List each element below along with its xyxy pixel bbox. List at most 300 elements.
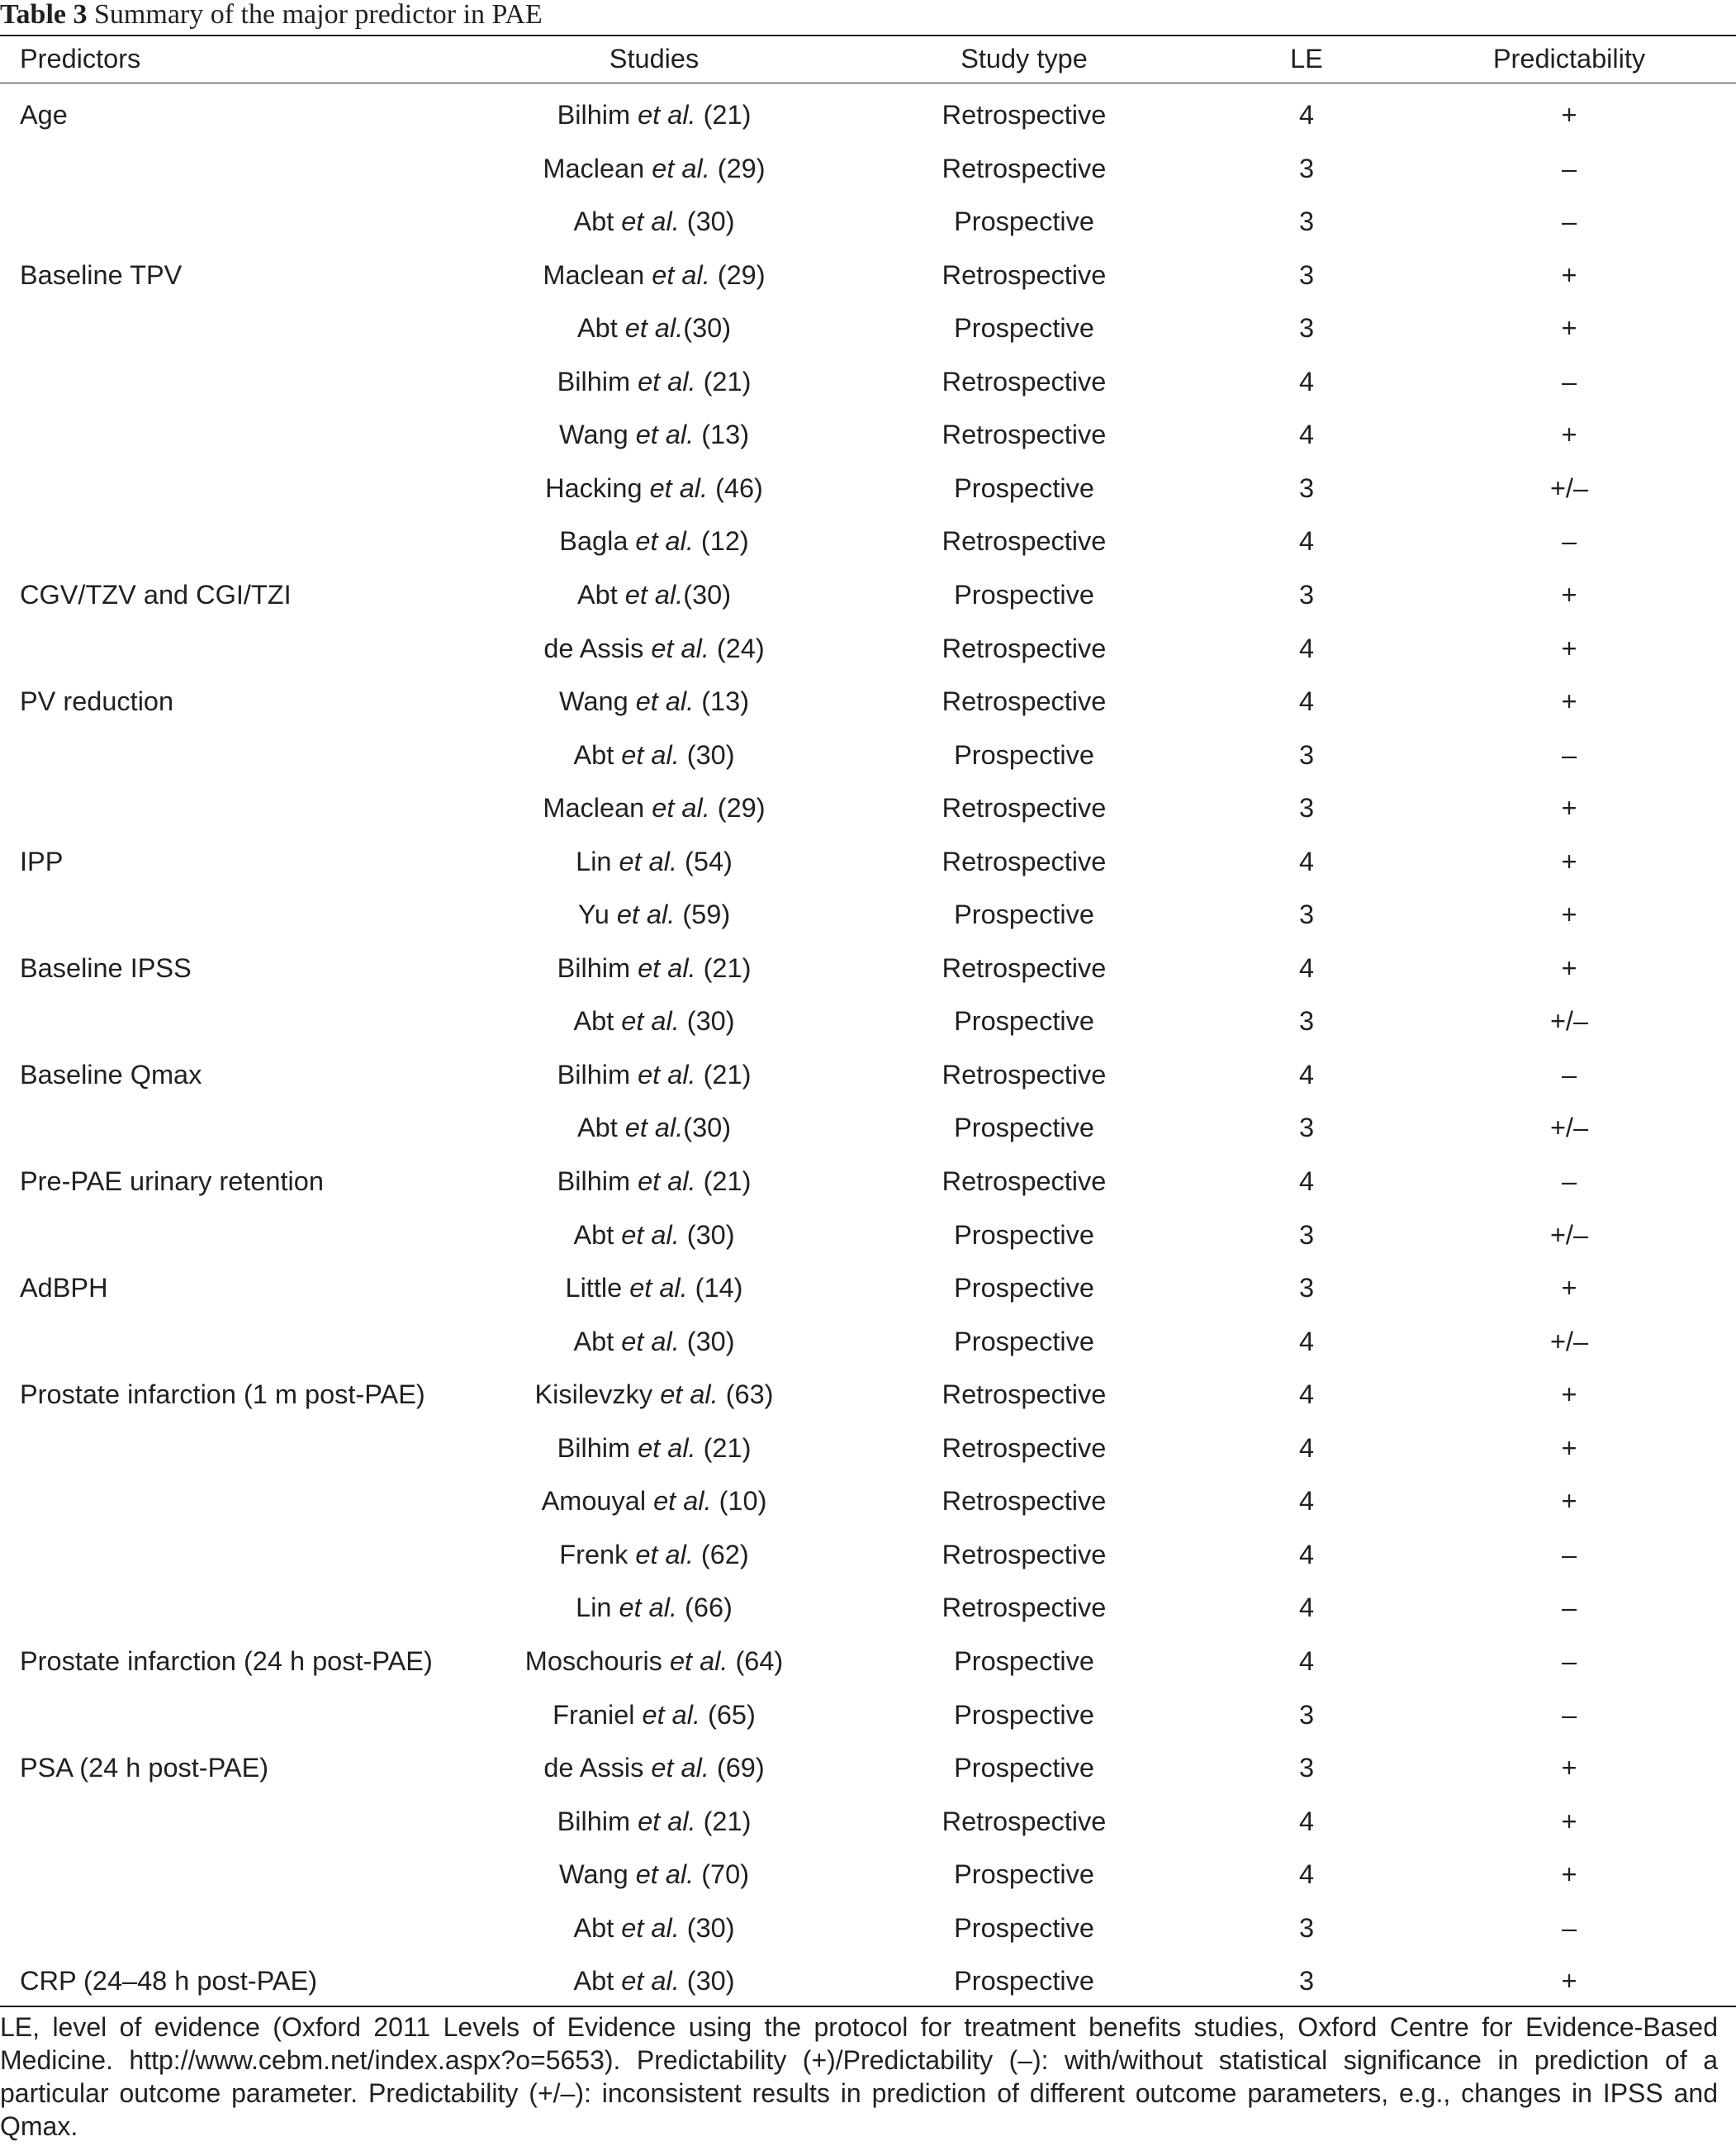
study-author: Maclean xyxy=(543,153,645,183)
study-etal: et al. xyxy=(638,952,696,983)
study-reference: (13) xyxy=(694,686,750,717)
study-etal: et al. xyxy=(652,259,710,290)
le-cell: 3 xyxy=(1298,1912,1315,1943)
study-cell xyxy=(489,729,819,782)
le-cell: 3 xyxy=(1298,1219,1315,1250)
table-row xyxy=(0,249,1736,302)
study-type-cell: Retrospective xyxy=(942,100,1107,130)
table-row xyxy=(0,729,1736,782)
le-cell: 3 xyxy=(1298,259,1315,290)
study-author: Bilhim xyxy=(557,1432,631,1463)
le-cell: 4 xyxy=(1298,420,1315,450)
study-cell xyxy=(489,408,819,462)
study-reference: (29) xyxy=(709,259,766,290)
predictability-cell: + xyxy=(1561,1273,1577,1303)
study-cell xyxy=(489,1954,819,2008)
study-author: Abt xyxy=(573,1219,614,1250)
header-studies: Studies xyxy=(609,44,700,74)
study-author: de Assis xyxy=(543,1753,644,1783)
study-cell xyxy=(489,1848,819,1901)
study-author: Bilhim xyxy=(557,1806,631,1836)
study-etal: et al. xyxy=(635,1539,694,1569)
study-author: de Assis xyxy=(543,633,644,663)
predictability-cell: + xyxy=(1561,1753,1577,1783)
predictor-cell: PSA (24 h post-PAE) xyxy=(20,1753,269,1783)
study-etal: et al. xyxy=(635,1859,695,1890)
predictability-cell: + xyxy=(1561,633,1577,663)
predictability-cell: + xyxy=(1561,100,1577,130)
le-cell: 3 xyxy=(1298,207,1315,237)
study-etal: et al. xyxy=(624,313,684,344)
study-type-cell: Retrospective xyxy=(942,366,1107,396)
predictability-cell: – xyxy=(1561,1059,1577,1090)
study-author: Bilhim xyxy=(557,1059,631,1090)
table-row xyxy=(0,1315,1736,1369)
le-cell: 3 xyxy=(1298,1113,1315,1143)
study-cell xyxy=(489,1635,819,1688)
study-type-cell: Prospective xyxy=(954,1273,1094,1303)
table-row xyxy=(0,1741,1736,1795)
study-etal: et al. xyxy=(651,1753,709,1783)
table-row xyxy=(0,781,1736,835)
study-reference: (21) xyxy=(695,952,752,983)
study-cell xyxy=(489,1048,819,1102)
table-row xyxy=(0,88,1736,142)
le-cell: 4 xyxy=(1298,686,1315,717)
study-cell xyxy=(489,462,819,515)
study-reference: (30) xyxy=(683,1113,732,1143)
predictor-cell: Age xyxy=(20,100,68,130)
study-type-cell: Retrospective xyxy=(942,633,1107,663)
study-type-cell: Retrospective xyxy=(942,420,1107,450)
study-reference: (62) xyxy=(693,1539,749,1569)
study-author: Lin xyxy=(576,846,612,876)
le-cell: 3 xyxy=(1298,1699,1315,1730)
predictability-cell: + xyxy=(1561,793,1577,824)
study-etal: et al. xyxy=(619,846,678,876)
table-row xyxy=(0,1474,1736,1528)
predictability-cell: + xyxy=(1561,579,1577,610)
study-author: Abt xyxy=(573,1912,614,1943)
study-author: Little xyxy=(565,1273,623,1303)
study-type-cell: Prospective xyxy=(954,1219,1094,1250)
study-cell xyxy=(489,355,819,409)
predictor-cell: Prostate infarction (1 m post-PAE) xyxy=(20,1379,425,1410)
study-cell xyxy=(489,1101,819,1155)
predictability-cell: – xyxy=(1561,1539,1577,1569)
table-footnote: LE, level of evidence (Oxford 2011 Levels of Evidence using the protocol for treatment benefits studies, Oxford Centre for Evidence-Based Medicine. http://www.cebm.net/index.aspx?o=5653). Predictability (+)/Predictability (–): with/without statistical significance in prediction of a particular outcome parameter. Predictability (+/–): inconsistent results in prediction of different outcome parameters, e.g., changes in IPSS and Qmax. xyxy=(0,2012,1718,2141)
predictability-cell: + xyxy=(1561,1432,1577,1463)
study-reference: (29) xyxy=(709,793,766,824)
study-author: Wang xyxy=(558,1859,628,1890)
study-type-cell: Prospective xyxy=(954,1859,1094,1890)
study-reference: (21) xyxy=(695,1166,752,1196)
study-cell xyxy=(489,1901,819,1955)
study-type-cell: Retrospective xyxy=(942,259,1107,290)
study-type-cell: Retrospective xyxy=(942,526,1107,557)
study-author: Hacking xyxy=(545,472,643,503)
predictability-cell: + xyxy=(1561,686,1577,717)
table-row xyxy=(0,408,1736,462)
predictor-cell: CGV/TZV and CGI/TZI xyxy=(20,579,292,610)
study-cell xyxy=(489,942,819,995)
study-cell xyxy=(489,1741,819,1795)
predictor-cell: Pre-PAE urinary retention xyxy=(20,1166,324,1196)
table-row xyxy=(0,1635,1736,1688)
study-reference: (30) xyxy=(679,207,735,237)
study-etal: et al. xyxy=(635,526,694,557)
le-cell: 4 xyxy=(1298,633,1315,663)
table-row xyxy=(0,1261,1736,1315)
study-etal: et al. xyxy=(652,153,710,183)
predictability-cell: + xyxy=(1561,1859,1577,1890)
study-cell xyxy=(489,249,819,302)
study-reference: (21) xyxy=(695,100,752,130)
table-row xyxy=(0,1048,1736,1102)
study-author: Abt xyxy=(573,207,614,237)
table-row xyxy=(0,462,1736,515)
table-row xyxy=(0,142,1736,196)
study-etal: et al. xyxy=(660,1379,719,1410)
study-cell xyxy=(489,1261,819,1315)
predictability-cell: +/– xyxy=(1549,1326,1589,1356)
table-row xyxy=(0,1954,1736,2008)
study-reference: (63) xyxy=(718,1379,774,1410)
le-cell: 4 xyxy=(1298,366,1315,396)
predictability-cell: +/– xyxy=(1549,1006,1589,1037)
study-type-cell: Retrospective xyxy=(942,1432,1107,1463)
study-etal: et al. xyxy=(621,1006,680,1037)
study-reference: (21) xyxy=(695,1806,752,1836)
study-cell xyxy=(489,88,819,142)
le-cell: 4 xyxy=(1298,1432,1315,1463)
le-cell: 4 xyxy=(1298,1166,1315,1196)
study-cell xyxy=(489,1581,819,1635)
study-type-cell: Retrospective xyxy=(942,1379,1107,1410)
study-etal: et al. xyxy=(629,1273,688,1303)
study-reference: (12) xyxy=(693,526,749,557)
study-etal: et al. xyxy=(621,1912,680,1943)
predictor-cell: AdBPH xyxy=(20,1273,108,1303)
study-cell xyxy=(489,142,819,196)
study-type-cell: Retrospective xyxy=(942,793,1107,824)
predictability-cell: + xyxy=(1561,1966,1577,1996)
study-author: Kisilevzky xyxy=(534,1379,653,1410)
predictability-cell: + xyxy=(1561,846,1577,876)
le-cell: 3 xyxy=(1298,1273,1315,1303)
predictability-cell: – xyxy=(1561,526,1577,557)
le-cell: 4 xyxy=(1298,100,1315,130)
study-reference: (21) xyxy=(695,1432,752,1463)
study-etal: et al. xyxy=(635,420,695,450)
study-type-cell: Retrospective xyxy=(942,1539,1107,1569)
study-etal: et al. xyxy=(635,686,695,717)
predictability-cell: – xyxy=(1561,366,1577,396)
study-etal: et al. xyxy=(619,1593,678,1623)
study-reference: (14) xyxy=(687,1273,743,1303)
study-reference: (30) xyxy=(679,1912,735,1943)
study-cell xyxy=(489,515,819,568)
le-cell: 4 xyxy=(1298,846,1315,876)
predictability-cell: – xyxy=(1561,153,1577,183)
le-cell: 4 xyxy=(1298,1326,1315,1356)
study-etal: et al. xyxy=(638,1432,696,1463)
table-row xyxy=(0,1848,1736,1901)
study-type-cell: Retrospective xyxy=(942,153,1107,183)
study-etal: et al. xyxy=(669,1645,728,1676)
study-author: Frenk xyxy=(559,1539,628,1569)
study-etal: et al. xyxy=(638,1059,696,1090)
table-label: Table 3 xyxy=(0,0,88,30)
study-author: Franiel xyxy=(553,1699,635,1730)
study-reference: (21) xyxy=(695,366,752,396)
study-cell xyxy=(489,995,819,1048)
study-etal: et al. xyxy=(621,1966,680,1996)
study-cell xyxy=(489,568,819,622)
study-cell xyxy=(489,1528,819,1582)
predictability-cell: – xyxy=(1561,207,1577,237)
study-reference: (66) xyxy=(677,1593,733,1623)
le-cell: 3 xyxy=(1298,579,1315,610)
study-type-cell: Prospective xyxy=(954,1113,1094,1143)
le-cell: 3 xyxy=(1298,900,1315,930)
table-row xyxy=(0,1688,1736,1742)
study-author: Moschouris xyxy=(524,1645,662,1676)
study-author: Wang xyxy=(558,420,628,450)
predictability-cell: +/– xyxy=(1549,472,1589,503)
predictability-cell: + xyxy=(1561,420,1577,450)
study-cell xyxy=(489,1795,819,1849)
study-etal: et al. xyxy=(651,633,709,663)
predictability-cell: + xyxy=(1561,1379,1577,1410)
study-cell xyxy=(489,301,819,355)
study-cell xyxy=(489,675,819,729)
study-type-cell: Prospective xyxy=(954,1006,1094,1037)
le-cell: 4 xyxy=(1298,1059,1315,1090)
study-type-cell: Prospective xyxy=(954,739,1094,770)
study-type-cell: Retrospective xyxy=(942,686,1107,717)
table-row xyxy=(0,1528,1736,1582)
study-type-cell: Prospective xyxy=(954,579,1094,610)
study-etal: et al. xyxy=(638,100,696,130)
predictability-cell: – xyxy=(1561,1166,1577,1196)
study-type-cell: Retrospective xyxy=(942,1059,1107,1090)
le-cell: 4 xyxy=(1298,1806,1315,1836)
study-author: Amouyal xyxy=(541,1486,647,1517)
table-row xyxy=(0,942,1736,995)
predictor-cell: PV reduction xyxy=(20,686,174,717)
study-reference: (21) xyxy=(695,1059,752,1090)
study-type-cell: Retrospective xyxy=(942,1806,1107,1836)
study-etal: et al. xyxy=(621,1326,680,1356)
table-row xyxy=(0,675,1736,729)
study-cell xyxy=(489,1208,819,1262)
study-etal: et al. xyxy=(638,366,696,396)
study-author: Bilhim xyxy=(557,952,631,983)
study-type-cell: Retrospective xyxy=(942,1593,1107,1623)
study-etal: et al. xyxy=(624,579,684,610)
study-reference: (54) xyxy=(677,846,733,876)
study-cell xyxy=(489,1688,819,1742)
study-author: Abt xyxy=(573,1326,614,1356)
predictor-cell: Prostate infarction (24 h post-PAE) xyxy=(20,1645,433,1676)
study-author: Abt xyxy=(576,313,618,344)
le-cell: 4 xyxy=(1298,1593,1315,1623)
study-author: Abt xyxy=(573,1006,614,1037)
predictability-cell: + xyxy=(1561,259,1577,290)
study-reference: (30) xyxy=(679,739,735,770)
study-author: Abt xyxy=(573,1966,614,1996)
table-row xyxy=(0,1581,1736,1635)
study-author: Yu xyxy=(577,900,609,930)
study-etal: et al. xyxy=(642,1699,700,1730)
study-reference: (30) xyxy=(683,579,732,610)
study-etal: et al. xyxy=(616,900,676,930)
study-reference: (30) xyxy=(679,1219,735,1250)
predictor-cell: CRP (24–48 h post-PAE) xyxy=(20,1966,318,1996)
study-reference: (10) xyxy=(711,1486,767,1517)
study-author: Abt xyxy=(576,579,618,610)
study-etal: et al. xyxy=(652,793,710,824)
study-etal: et al. xyxy=(621,207,680,237)
le-cell: 4 xyxy=(1298,1379,1315,1410)
bottom-rule xyxy=(0,2006,1736,2007)
study-type-cell: Retrospective xyxy=(942,952,1107,983)
study-author: Maclean xyxy=(543,259,645,290)
predictability-cell: + xyxy=(1561,1486,1577,1517)
study-cell xyxy=(489,622,819,676)
predictor-cell: Baseline Qmax xyxy=(20,1059,202,1090)
study-author: Bilhim xyxy=(557,1166,631,1196)
study-cell xyxy=(489,1155,819,1208)
le-cell: 4 xyxy=(1298,1539,1315,1569)
study-type-cell: Prospective xyxy=(954,1753,1094,1783)
predictability-cell: +/– xyxy=(1549,1113,1589,1143)
le-cell: 4 xyxy=(1298,1645,1315,1676)
study-reference: (70) xyxy=(694,1859,750,1890)
predictability-cell: + xyxy=(1561,1806,1577,1836)
table-row xyxy=(0,995,1736,1048)
le-cell: 3 xyxy=(1298,313,1315,344)
le-cell: 3 xyxy=(1298,1006,1315,1037)
predictor-cell: Baseline IPSS xyxy=(20,952,192,983)
study-type-cell: Prospective xyxy=(954,900,1094,930)
study-cell xyxy=(489,1368,819,1422)
predictor-cell: IPP xyxy=(20,846,64,876)
table-row xyxy=(0,1795,1736,1849)
table-row xyxy=(0,1422,1736,1475)
table-row xyxy=(0,1368,1736,1422)
table-row xyxy=(0,1155,1736,1208)
study-type-cell: Prospective xyxy=(954,207,1094,237)
study-reference: (13) xyxy=(694,420,750,450)
le-cell: 3 xyxy=(1298,739,1315,770)
table-row xyxy=(0,195,1736,249)
study-type-cell: Retrospective xyxy=(942,846,1107,876)
le-cell: 4 xyxy=(1298,526,1315,557)
study-author: Bilhim xyxy=(557,366,631,396)
header-predictors: Predictors xyxy=(20,44,141,74)
header-le: LE xyxy=(1290,44,1323,74)
study-reference: (29) xyxy=(709,153,766,183)
study-etal: et al. xyxy=(653,1486,712,1517)
study-reference: (64) xyxy=(728,1645,784,1676)
study-cell xyxy=(489,835,819,889)
le-cell: 3 xyxy=(1298,472,1315,503)
header-study-type: Study type xyxy=(960,44,1088,74)
study-type-cell: Prospective xyxy=(954,1912,1094,1943)
le-cell: 4 xyxy=(1298,1859,1315,1890)
predictability-cell: – xyxy=(1561,1699,1577,1730)
study-type-cell: Prospective xyxy=(954,313,1094,344)
table-row xyxy=(0,355,1736,409)
le-cell: 4 xyxy=(1298,1486,1315,1517)
le-cell: 4 xyxy=(1298,952,1315,983)
predictability-cell: – xyxy=(1561,1645,1577,1676)
table-row xyxy=(0,1208,1736,1262)
predictability-cell: – xyxy=(1561,739,1577,770)
study-etal: et al. xyxy=(624,1113,684,1143)
study-reference: (30) xyxy=(679,1006,735,1037)
le-cell: 3 xyxy=(1298,793,1315,824)
study-type-cell: Prospective xyxy=(954,1966,1094,1996)
study-type-cell: Prospective xyxy=(954,1326,1094,1356)
study-type-cell: Prospective xyxy=(954,472,1094,503)
table-title: Summary of the major predictor in PAE xyxy=(94,0,543,30)
predictability-cell: – xyxy=(1561,1593,1577,1623)
study-cell xyxy=(489,1474,819,1528)
study-etal: et al. xyxy=(638,1806,696,1836)
study-reference: (30) xyxy=(679,1326,735,1356)
table-row xyxy=(0,1901,1736,1955)
predictability-cell: + xyxy=(1561,900,1577,930)
study-cell xyxy=(489,888,819,942)
study-type-cell: Retrospective xyxy=(942,1486,1107,1517)
table-row xyxy=(0,301,1736,355)
study-type-cell: Retrospective xyxy=(942,1166,1107,1196)
study-etal: et al. xyxy=(649,472,709,503)
predictability-cell: +/– xyxy=(1549,1219,1589,1250)
table-row xyxy=(0,888,1736,942)
study-reference: (59) xyxy=(675,900,731,930)
study-type-cell: Prospective xyxy=(954,1645,1094,1676)
table-row xyxy=(0,622,1736,676)
study-reference: (65) xyxy=(700,1699,756,1730)
table-row xyxy=(0,568,1736,622)
le-cell: 3 xyxy=(1298,1753,1315,1783)
predictability-cell: + xyxy=(1561,952,1577,983)
study-author: Wang xyxy=(558,686,628,717)
study-reference: (30) xyxy=(683,313,732,344)
study-author: Bagla xyxy=(559,526,628,557)
table-row xyxy=(0,1101,1736,1155)
study-author: Bilhim xyxy=(557,100,631,130)
study-reference: (30) xyxy=(679,1966,735,1996)
study-author: Maclean xyxy=(543,793,645,824)
study-reference: (24) xyxy=(709,633,765,663)
study-etal: et al. xyxy=(638,1166,696,1196)
study-author: Lin xyxy=(576,1593,612,1623)
study-author: Abt xyxy=(573,739,614,770)
header-predictability: Predictability xyxy=(1492,44,1646,74)
study-type-cell: Prospective xyxy=(954,1699,1094,1730)
predictor-cell: Baseline TPV xyxy=(20,259,183,290)
predictability-cell: + xyxy=(1561,313,1577,344)
study-cell xyxy=(489,1422,819,1475)
study-etal: et al. xyxy=(621,1219,680,1250)
table-row xyxy=(0,835,1736,889)
le-cell: 3 xyxy=(1298,153,1315,183)
